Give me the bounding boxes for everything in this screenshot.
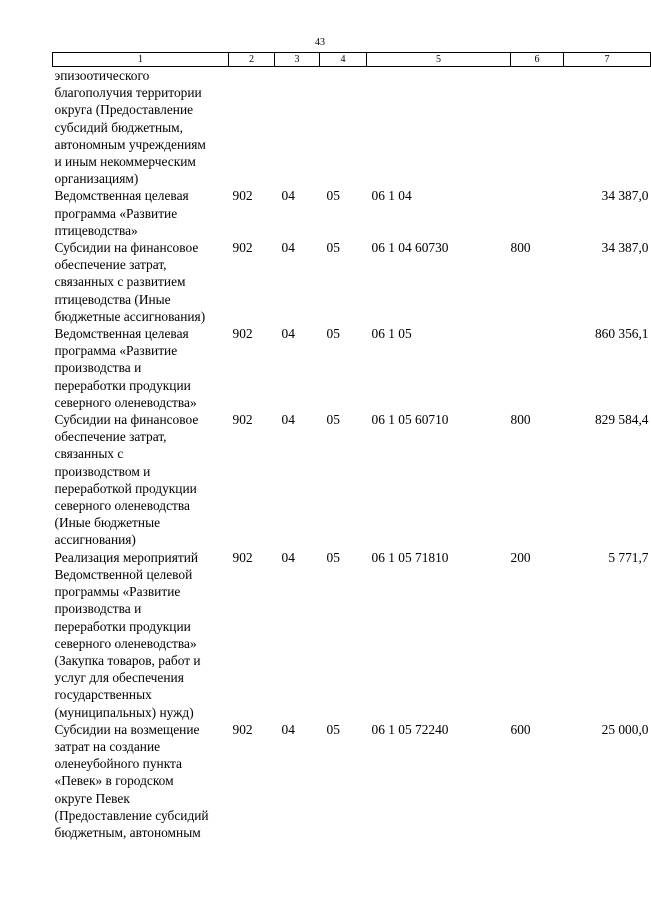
row-name-cell <box>53 187 229 239</box>
section-code-cell: 04 <box>281 412 295 428</box>
expense-type-cell: 600 <box>510 721 531 737</box>
expense-type-cell <box>511 325 564 411</box>
amount-cell: 5 771,7 <box>608 549 649 565</box>
expense-type-cell: 200 <box>510 549 531 565</box>
grbs-code-cell: 902 <box>232 188 253 204</box>
target-article-cell <box>367 67 511 188</box>
target-article-cell: 06 1 05 72240 <box>371 721 449 737</box>
row-name-line: Реализация мероприятий <box>54 549 199 565</box>
row-name-line: северного оленеводства <box>54 498 190 514</box>
section-code-cell: 04 <box>281 326 295 342</box>
section-code-cell: 04 <box>281 240 295 256</box>
row-name-line: организациям) <box>54 171 139 187</box>
amount-cell: 34 387,0 <box>601 240 649 256</box>
grbs-code-cell: 902 <box>232 240 253 256</box>
table-row <box>53 187 651 239</box>
section-code-cell: 04 <box>281 549 295 565</box>
header-col-4: 4 <box>320 53 367 67</box>
row-name-line: Ведомственная целевая <box>54 188 189 204</box>
header-col-7: 7 <box>564 53 651 67</box>
table-row <box>53 239 651 325</box>
subsection-code-cell <box>320 67 367 188</box>
header-col-1: 1 <box>53 53 229 67</box>
row-name-line: связанных с развитием <box>54 274 186 290</box>
page-number: 43 <box>315 37 325 48</box>
grbs-code-cell <box>229 67 275 188</box>
section-code-cell <box>275 67 320 188</box>
row-name-line: благополучия территории <box>54 85 202 101</box>
row-name-line: программа «Развитие <box>54 343 178 359</box>
table-body <box>53 67 651 842</box>
section-code-cell: 04 <box>281 721 295 737</box>
subsection-code-cell: 05 <box>326 326 340 342</box>
target-article-cell: 06 1 04 <box>371 188 412 204</box>
row-name-line: программы «Развитие <box>54 584 181 600</box>
header-col-5: 5 <box>367 53 511 67</box>
row-name-cell <box>53 549 229 721</box>
row-name-line: оленеубойного пункта <box>54 756 182 772</box>
row-name-line: ассигнования) <box>54 532 136 548</box>
table-row <box>53 549 651 721</box>
row-name-line: государственных <box>54 687 152 703</box>
row-name-line: Субсидии на возмещение <box>54 721 200 737</box>
row-name-line: обеспечение затрат, <box>54 429 167 445</box>
subsection-code-cell: 05 <box>326 412 340 428</box>
row-name-line: переработки продукции <box>54 377 191 393</box>
row-name-line: бюджетные ассигнования) <box>54 308 206 324</box>
subsection-code-cell: 05 <box>326 721 340 737</box>
row-name-cell <box>53 67 229 188</box>
amount-cell <box>564 67 651 188</box>
grbs-code-cell: 902 <box>232 549 253 565</box>
row-name-line: Ведомственная целевая <box>54 326 189 342</box>
row-name-line: птицеводства» <box>54 222 138 238</box>
row-name-cell <box>53 239 229 325</box>
row-name-line: производства и <box>54 360 142 376</box>
amount-cell: 829 584,4 <box>594 412 649 428</box>
row-name-line: и иным некоммерческим <box>54 154 196 170</box>
row-name-line: связанных с <box>54 446 124 462</box>
row-name-line: «Певек» в городском <box>54 773 174 789</box>
grbs-code-cell: 902 <box>232 326 253 342</box>
row-name-line: северного оленеводства» <box>54 635 197 651</box>
budget-table <box>52 52 651 841</box>
header-col-6: 6 <box>511 53 564 67</box>
subsection-code-cell: 05 <box>326 549 340 565</box>
row-name-line: переработки продукции <box>54 618 191 634</box>
row-name-line: бюджетным, автономным <box>54 824 201 840</box>
table-row <box>53 325 651 411</box>
row-name-line: Субсидии на финансовое <box>54 412 199 428</box>
target-article-cell: 06 1 05 71810 <box>371 549 449 565</box>
row-name-line: птицеводства (Иные <box>54 291 171 307</box>
row-name-line: (Предоставление субсидий <box>54 807 209 823</box>
row-name-line: затрат на создание <box>54 738 161 754</box>
grbs-code-cell: 902 <box>232 721 253 737</box>
row-name-line: производства и <box>54 601 142 617</box>
row-name-line: субсидий бюджетным, <box>54 119 184 135</box>
amount-cell: 34 387,0 <box>601 188 649 204</box>
row-name-line: северного оленеводства» <box>54 394 197 410</box>
subsection-code-cell: 05 <box>326 240 340 256</box>
row-name-line: Ведомственной целевой <box>54 566 193 582</box>
section-code-cell: 04 <box>281 188 295 204</box>
row-name-line: (муниципальных) нужд) <box>54 704 194 720</box>
header-row <box>53 53 651 67</box>
row-name-cell <box>53 325 229 411</box>
row-name-line: (Закупка товаров, работ и <box>54 652 201 668</box>
expense-type-cell: 800 <box>510 412 531 428</box>
expense-type-cell: 800 <box>510 240 531 256</box>
grbs-code-cell: 902 <box>232 412 253 428</box>
target-article-cell: 06 1 04 60730 <box>371 240 449 256</box>
row-name-cell <box>53 411 229 549</box>
row-name-line: автономным учреждениям <box>54 136 206 152</box>
row-name-line: обеспечение затрат, <box>54 257 167 273</box>
row-name-line: программа «Развитие <box>54 205 178 221</box>
row-name-line: Субсидии на финансовое <box>54 240 199 256</box>
row-name-line: эпизоотического <box>54 68 150 83</box>
table-header <box>53 53 651 67</box>
row-name-line: (Иные бюджетные <box>54 515 161 531</box>
amount-cell: 860 356,1 <box>594 326 649 342</box>
row-name-cell <box>53 721 229 841</box>
table-row <box>53 411 651 549</box>
amount-cell: 25 000,0 <box>601 721 649 737</box>
row-name-line: переработкой продукции <box>54 480 197 496</box>
row-name-line: округе Певек <box>54 790 130 806</box>
row-name-line: производством и <box>54 463 151 479</box>
table-row <box>53 67 651 188</box>
table-row <box>53 721 651 841</box>
expense-type-cell <box>511 187 564 239</box>
expense-type-cell <box>511 67 564 188</box>
header-col-2: 2 <box>229 53 275 67</box>
row-name-line: услуг для обеспечения <box>54 670 184 686</box>
header-col-3: 3 <box>275 53 320 67</box>
target-article-cell: 06 1 05 60710 <box>371 412 449 428</box>
row-name-line: округа (Предоставление <box>54 102 194 118</box>
subsection-code-cell: 05 <box>326 188 340 204</box>
target-article-cell: 06 1 05 <box>371 326 412 342</box>
